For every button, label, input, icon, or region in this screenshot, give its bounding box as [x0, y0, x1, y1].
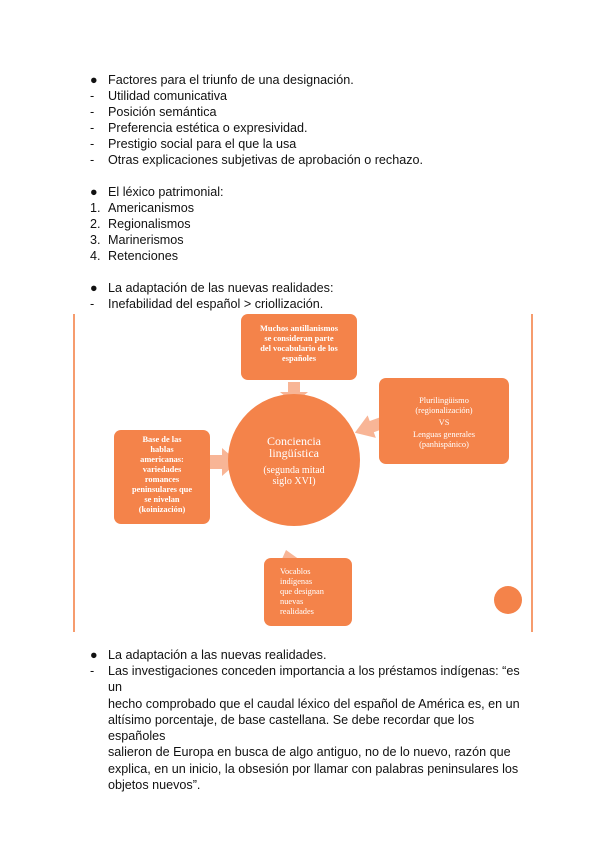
dash-marker: -	[90, 297, 95, 311]
left-box-text: hablas	[150, 445, 174, 454]
number-marker: 1.	[90, 201, 101, 215]
left-box-text: (koinización)	[138, 505, 186, 514]
heading-lexico: El léxico patrimonial:	[108, 185, 224, 199]
right-box-text: Lenguas generales	[412, 430, 476, 439]
heading-factores: Factores para el triunfo de una designación.	[108, 73, 354, 87]
dash-marker: -	[90, 153, 95, 167]
top-box-text: Muchos antillanismos	[260, 324, 338, 333]
concept-diagram	[72, 312, 534, 634]
bottom-box-text: indígenas	[280, 577, 313, 586]
left-box-text: peninsulares que	[131, 485, 193, 494]
list-item: Marinerismos	[108, 233, 184, 247]
center-text: Conciencia	[267, 434, 321, 448]
bottom-box-text: nuevas	[280, 597, 304, 606]
right-box-text: (panhispánico)	[419, 440, 469, 449]
dash-marker: -	[90, 137, 95, 151]
bottom-box-text: realidades	[280, 607, 314, 616]
top-box-text: del vocabulario de los	[260, 344, 338, 353]
list-item: Retenciones	[108, 249, 179, 263]
paragraph-line: altísimo porcentaje, de base castellana. Se debe recordar que los españoles	[108, 712, 475, 744]
number-marker: 2.	[90, 217, 101, 231]
list-item: Otras explicaciones subjetivas de aprobación o rechazo.	[108, 153, 424, 167]
center-text: (segunda mitad	[263, 465, 325, 476]
number-marker: 4.	[90, 249, 101, 263]
left-box-text: variedades	[142, 465, 182, 474]
right-box-text: VS	[438, 418, 450, 427]
number-marker: 3.	[90, 233, 101, 247]
decorative-dot	[494, 586, 522, 614]
paragraph-line: hecho comprobado que el caudal léxico del español de América es, en un	[108, 696, 520, 711]
diagram-svg	[72, 312, 534, 634]
list-item: Posición semántica	[108, 105, 217, 119]
bullet-marker: ●	[90, 73, 98, 87]
list-item: Americanismos	[108, 201, 195, 215]
bullet-marker: ●	[90, 281, 98, 295]
quote-paragraph	[108, 663, 528, 793]
left-box-text: romances	[144, 475, 180, 484]
paragraph-line: Las investigaciones conceden importancia a los préstamos indígenas: “es un	[108, 664, 520, 695]
top-box-text: españoles	[282, 354, 316, 363]
list-item: Inefabilidad del español > criollización.	[108, 297, 324, 311]
left-box-text: Base de las	[142, 435, 182, 444]
dash-marker: -	[90, 664, 95, 678]
paragraph-line: explica, en un inicio, la obsesión por llamar con palabras peninsulares los	[108, 761, 519, 776]
heading-adaptacion-nuevas: La adaptación a las nuevas realidades.	[108, 648, 327, 662]
dash-marker: -	[90, 89, 95, 103]
bottom-box-text: Vocablos	[280, 567, 311, 576]
list-item: Preferencia estética o expresividad.	[108, 121, 308, 135]
dash-marker: -	[90, 105, 95, 119]
center-text: siglo XVI)	[272, 476, 316, 487]
left-box-text: americanas:	[140, 455, 184, 464]
right-box-text: (regionalización)	[415, 406, 473, 415]
list-item: Prestigio social para el que la usa	[108, 137, 297, 151]
list-item: Regionalismos	[108, 217, 191, 231]
center-circle	[228, 394, 360, 526]
paragraph-line: objetos nuevos”.	[108, 778, 201, 793]
list-item: Utilidad comunicativa	[108, 89, 227, 103]
left-box-text: se nivelan	[144, 495, 180, 504]
bullet-marker: ●	[90, 648, 98, 662]
bottom-box-text: que designan	[280, 587, 324, 596]
dash-marker: -	[90, 121, 95, 135]
right-box-text: Plurilingüismo	[419, 396, 469, 405]
paragraph-line: salieron de Europa en busca de algo antiguo, no de lo nuevo, razón que	[108, 745, 511, 760]
bullet-marker: ●	[90, 185, 98, 199]
top-box-text: se consideran parte	[264, 334, 334, 343]
heading-adaptacion: La adaptación de las nuevas realidades:	[108, 281, 334, 295]
center-text: lingüística	[269, 446, 319, 460]
